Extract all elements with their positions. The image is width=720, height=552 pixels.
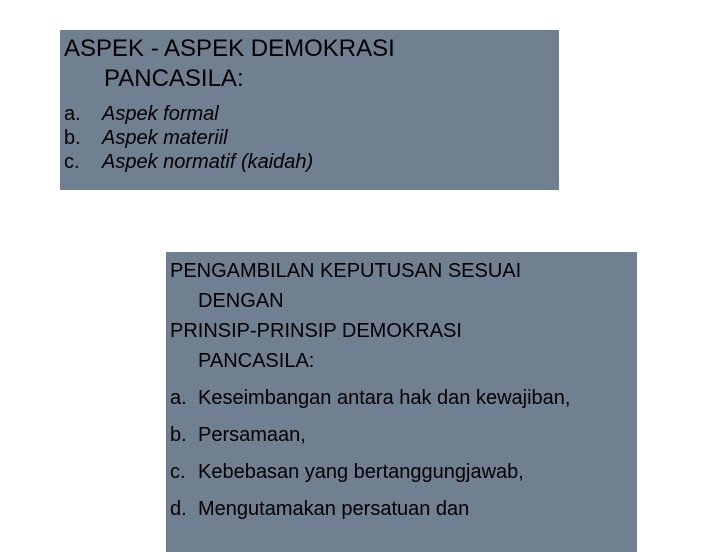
- list-marker: d.: [170, 498, 187, 520]
- list-text-before: Aspek normatif (: [102, 151, 248, 173]
- list-item: [170, 384, 637, 413]
- heading-line4: PANCASILA:: [198, 350, 315, 372]
- list-item: [64, 126, 559, 150]
- list-item: [64, 150, 559, 174]
- list-text: Keseimbangan antara hak dan kewajiban,: [198, 387, 571, 409]
- list-marker: a.: [64, 103, 81, 125]
- list-item: [170, 458, 637, 487]
- heading-line2: DENGAN: [198, 290, 284, 312]
- list-text: [102, 150, 313, 174]
- aspek-title-line1: ASPEK - ASPEK DEMOKRASI: [64, 35, 395, 62]
- list-text-after: ): [306, 151, 314, 173]
- list-item: [170, 421, 637, 450]
- list-text-emphasis: kaidah: [247, 151, 307, 173]
- list-item: [170, 495, 637, 524]
- pengambilan-keputusan-heading: [170, 256, 637, 376]
- list-text: Aspek materiil: [102, 127, 228, 149]
- list-text: Mengutamakan persatuan dan: [198, 498, 470, 520]
- list-item: [64, 102, 559, 126]
- list-marker: a.: [170, 387, 187, 409]
- prinsip-list: [170, 384, 637, 524]
- list-text: Kebebasan yang bertanggungjawab,: [198, 461, 524, 483]
- aspek-demokrasi-title: [64, 34, 559, 94]
- heading-line3: PRINSIP-PRINSIP DEMOKRASI: [170, 320, 462, 342]
- pengambilan-keputusan-box: [166, 252, 637, 552]
- aspek-list: [64, 102, 559, 174]
- list-marker: b.: [170, 424, 187, 446]
- list-marker: c.: [64, 151, 80, 173]
- aspek-title-line2: PANCASILA:: [104, 65, 244, 92]
- list-text: Aspek formal: [102, 103, 219, 125]
- list-text: Persamaan,: [198, 424, 306, 446]
- list-marker: c.: [170, 461, 186, 483]
- aspek-demokrasi-box: [60, 30, 559, 190]
- heading-line1: PENGAMBILAN KEPUTUSAN SESUAI: [170, 260, 522, 282]
- list-marker: b.: [64, 127, 81, 149]
